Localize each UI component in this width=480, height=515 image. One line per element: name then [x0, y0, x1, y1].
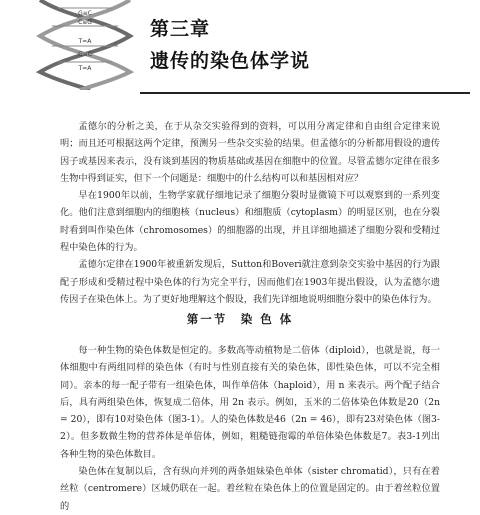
paragraph: 孟德尔的分析之美，在于从杂交实验得到的资料，可以用分离定律和自由组合定律来说明；而且还可根据这两个定律，预测另一些杂交实验的结果。但孟德尔的分析都用假设的遗传因子或基因来表示，没有谈到基因的物质基础或基因在细胞中的位置。尽管孟德尔定律在很多生物中得到证实，但下一个问题是：细胞中的什么结构可以和基因相对应？	[60, 121, 440, 184]
base-pair-label: G≡C	[78, 51, 92, 58]
intro-text	[60, 118, 440, 308]
paragraph: 早在1900年以前，生物学家就仔细地记录了细胞分裂时显微镜下可以观察到的一系列变化。他们注意到细胞内的细胞核（nucleus）和细胞质（cytoplasm）的明显区别，也在分裂时看到叫作染色体（chromosomes）的细胞器的出现，并且详细地描述了细胞分裂和受精过程中染色体的行为。	[60, 190, 440, 254]
base-pair-label: T=A	[78, 65, 92, 72]
dna-helix-illustration	[30, 0, 142, 90]
chapter-title: 遗传的染色体学说	[150, 50, 311, 72]
header-rule	[140, 92, 470, 94]
base-pair-label: G≡C	[78, 10, 92, 17]
chapter-header	[0, 0, 480, 96]
paragraph: 每一种生物的染色体数是恒定的。多数高等动植物是二倍体（diploid），也就是说，每一体细胞中有两组同样的染色体（有时与性别直接有关的染色体，即性染色体，可以不完全相同）。亲本的每一配子带有一组染色体，叫作单倍体（haploid），用 n 来表示。两个配子结合后，具有两组染色体，恢复成二倍体，用 2n 表示。例如，玉米的二倍体染色体数是20（2n = 20），即有10对染色体（图3-1）。人的染色体数是46（2n = 46），即有23对染色体（图3-2）。但多数微生物的营养体是单倍体，例如，粗糙链孢霉的单倍体染色体数是7。表3-1列出各种生物的染色体数目。	[60, 345, 440, 460]
section-text	[60, 342, 440, 515]
chapter-number: 第三章	[150, 18, 211, 40]
base-pair-label: T=A	[78, 38, 92, 45]
section-heading: 第一节 染 色 体	[186, 312, 294, 326]
paragraph: 孟德尔定律在1900年被重新发现后，Sutton和Boveri就注意到杂交实验中基因的行为跟配子形成和受精过程中染色体的行为完全平行，因而他们在1903年提出假设，认为孟德尔遗传因子在染色体上。为了更好地理解这个假设，我们先详细地说明细胞分裂中的染色体行为。	[60, 259, 440, 305]
paragraph: 染色体在复制以后，含有纵向并列的两条姐妹染色单体（sister chromatid），只有在着丝粒（centromere）区域仍联在一起。着丝粒在染色体上的位置是固定的。由于着丝粒位置的	[60, 466, 440, 512]
base-pair-label: C≡G	[78, 19, 92, 26]
